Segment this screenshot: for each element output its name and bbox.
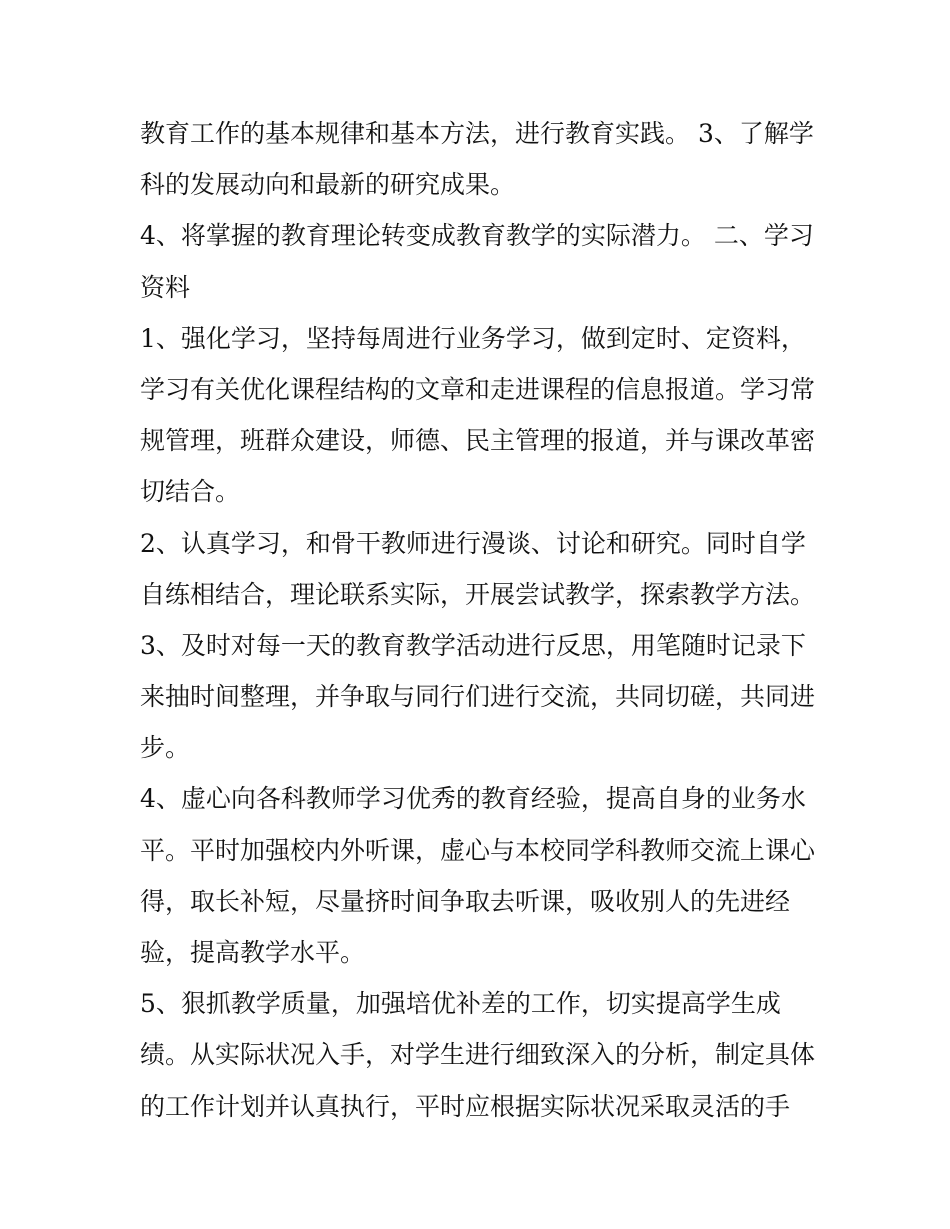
text-line: 得，取长补短，尽量挤时间争取去听课，吸收别人的先进经 <box>140 886 791 916</box>
text-line: 3、及时对每一天的教育教学活动进行反思，用笔随时记录下 <box>140 630 806 660</box>
text-line: 切结合。 <box>140 477 241 507</box>
text-line: 科的发展动向和最新的研究成果。 <box>140 170 516 200</box>
text-line: 4、将掌握的教育理论转变成教育教学的实际潜力。 二、学习 <box>140 221 814 251</box>
text-line: 自练相结合，理论联系实际，开展尝试教学，探索教学方法。 <box>140 579 816 609</box>
text-line: 平。平时加强校内外听课，虚心与本校同学科教师交流上课心 <box>140 835 816 865</box>
text-line: 绩。从实际状况入手，对学生进行细致深入的分析，制定具体 <box>140 1040 816 1070</box>
text-line: 4、虚心向各科教师学习优秀的教育经验，提高自身的业务水 <box>140 784 806 814</box>
text-line: 2、认真学习，和骨干教师进行漫谈、讨论和研究。同时自学 <box>140 528 806 558</box>
text-line: 学习有关优化课程结构的文章和走进课程的信息报道。学习常 <box>140 374 816 404</box>
text-line: 教育工作的基本规律和基本方法，进行教育实践。 3、了解学 <box>140 119 814 148</box>
text-line: 规管理，班群众建设，师德、民主管理的报道，并与课改革密 <box>140 426 816 456</box>
body-text <box>140 108 820 1132</box>
text-line: 来抽时间整理，并争取与同行们进行交流，共同切磋，共同进 <box>140 682 816 712</box>
text-line: 资料 <box>140 272 191 302</box>
text-line: 的工作计划并认真执行，平时应根据实际状况采取灵活的手 <box>140 1091 791 1121</box>
text-line: 验，提高教学水平。 <box>140 938 366 967</box>
text-line: 1、强化学习，坚持每周进行业务学习，做到定时、定资料， <box>140 323 806 353</box>
text-line: 5、狠抓教学质量，加强培优补差的工作，切实提高学生成 <box>140 989 781 1019</box>
text-line: 步。 <box>140 733 191 763</box>
